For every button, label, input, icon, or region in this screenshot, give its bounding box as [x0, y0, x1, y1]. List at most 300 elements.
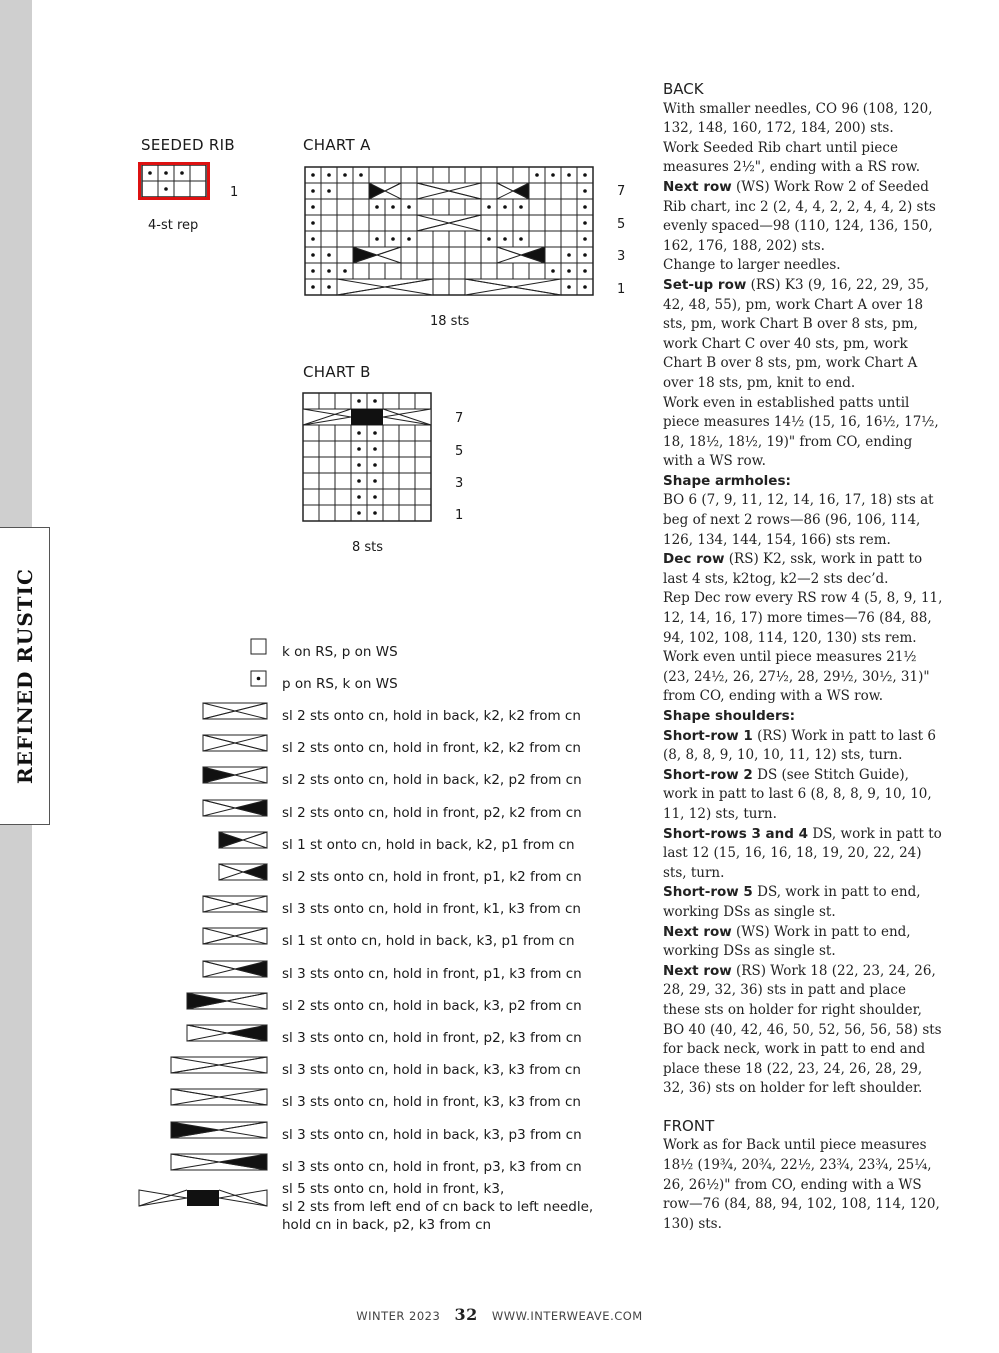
- purl-dot-square-icon: [250, 670, 268, 688]
- back-paragraph: [663, 472, 943, 492]
- knit-cell: [399, 457, 415, 473]
- back-paragraph: Short-row 1 (RS) Work in patt to last 6 (8, 8, 8, 9, 10, 10, 11, 12) sts, turn.: [663, 727, 936, 764]
- purl-dot: [487, 237, 491, 241]
- knit-cell: [319, 457, 335, 473]
- knit-cell: [415, 489, 431, 505]
- stitch-key-text: sl 2 sts onto cn, hold in front, k2, k2 from cn: [282, 740, 581, 756]
- cable-2-2-lpc-icon: [202, 799, 268, 817]
- knit-cell: [190, 181, 206, 197]
- chart-a-title: CHART A: [303, 136, 371, 154]
- knit-cell: [545, 199, 561, 215]
- knit-cell: [529, 199, 545, 215]
- cable-3-3-lc: [465, 279, 561, 295]
- back-paragraph: Rep Dec row every RS row 4 (5, 8, 9, 11, 12, 14, 16, 17) more times—76 (84, 88, 94, 102, 108, 114, 120, 130) sts rem.: [663, 590, 943, 646]
- purl-dot: [311, 205, 315, 209]
- back-paragraph: Work even until piece measures 21½ (23, 24½, 26, 27½, 28, 29½, 30½, 31)" from CO, ending with a WS row.: [663, 649, 930, 705]
- purl-dot: [343, 269, 347, 273]
- knit-cell: [319, 393, 335, 409]
- stitch-key-row: [136, 668, 596, 698]
- purl-dot: [357, 447, 361, 451]
- purl-dot: [567, 253, 571, 257]
- instruction-step-label: Set-up row: [663, 276, 747, 293]
- cable-8-st-icon: [138, 1189, 268, 1207]
- knit-cell: [449, 199, 465, 215]
- purl-dot: [311, 221, 315, 225]
- knit-cell: [399, 441, 415, 457]
- knit-cell: [399, 505, 415, 521]
- purl-dot: [375, 205, 379, 209]
- knit-cell: [399, 473, 415, 489]
- knit-cell: [337, 247, 353, 263]
- purl-dot: [373, 495, 377, 499]
- knit-cell: [401, 183, 417, 199]
- issue-label: WINTER 2023: [356, 1309, 441, 1323]
- purl-dot: [373, 511, 377, 515]
- page-number: 32: [454, 1305, 478, 1324]
- back-paragraph: Next row (WS) Work Row 2 of Seeded Rib chart, inc 2 (2, 4, 4, 2, 2, 4, 4, 2) sts evenly spaced—98 (110, 124, 136, 150, 162, 176, 188, 202) sts.: [663, 178, 936, 254]
- section-tab-label: REFINED RUSTIC: [12, 568, 37, 784]
- purl-dot: [535, 173, 539, 177]
- knit-cell: [337, 231, 353, 247]
- back-paragraph: Dec row (RS) K2, ssk, work in patt to last 4 sts, k2tog, k2—2 sts dec’d.: [663, 551, 923, 587]
- knit-cell: [415, 457, 431, 473]
- knit-cell: [383, 425, 399, 441]
- stitch-key-row: [136, 1022, 596, 1052]
- cable-3-1-rc-icon: [203, 928, 267, 944]
- stitch-key-row: [136, 732, 596, 762]
- chart-b: [302, 392, 432, 522]
- cable-3-3-lc-icon: [171, 1089, 267, 1105]
- knit-cell: [465, 199, 481, 215]
- stitch-key-text: sl 3 sts onto cn, hold in front, p3, k3 from cn: [282, 1159, 582, 1175]
- knit-cell: [369, 215, 385, 231]
- knit-cell: [321, 231, 337, 247]
- stitch-key-text: p on RS, k on WS: [282, 676, 398, 692]
- cable-3-3-rc-icon: [170, 1056, 268, 1074]
- cable-8-st: [303, 409, 431, 425]
- back-instructions: [663, 100, 943, 1099]
- knit-cell: [353, 215, 369, 231]
- knit-cell: [321, 215, 337, 231]
- purl-dot: [407, 237, 411, 241]
- stitch-key-row: [136, 861, 596, 891]
- knit-cell: [433, 263, 449, 279]
- knit-cell: [545, 215, 561, 231]
- cable-3-1-lc-icon: [202, 895, 268, 913]
- cable-2-2-lc-icon: [203, 735, 267, 751]
- back-heading: BACK: [663, 80, 704, 98]
- stitch-key-text: sl 3 sts onto cn, hold in front, p2, k3 from cn: [282, 1030, 582, 1046]
- stitch-key-row: [136, 1119, 596, 1149]
- purl-dot: [391, 237, 395, 241]
- chart-b-row-5: 5: [455, 444, 464, 459]
- instruction-step-label: Short-row 5: [663, 884, 753, 901]
- knit-cell: [529, 231, 545, 247]
- purl-dot: [407, 205, 411, 209]
- chart-b-row-7: 7: [455, 411, 464, 426]
- knit-cell: [383, 393, 399, 409]
- knit-cell: [497, 263, 513, 279]
- stitch-key-text: sl 3 sts onto cn, hold in back, k3, p3 from cn: [282, 1127, 582, 1143]
- cable-3-3-lpc-icon: [171, 1154, 267, 1170]
- knit-cell: [353, 231, 369, 247]
- cable-2-1-lpc-icon: [219, 864, 267, 880]
- knit-cell: [321, 199, 337, 215]
- purl-dot: [311, 285, 315, 289]
- stitch-key-text: sl 1 st onto cn, hold in back, k2, p1 from cn: [282, 837, 575, 853]
- cable-3-2-lpc-icon: [186, 1024, 268, 1042]
- knit-cell: [401, 247, 417, 263]
- stitch-key-text: sl 3 sts onto cn, hold in front, k3, k3 from cn: [282, 1094, 581, 1110]
- knit-cell: [529, 263, 545, 279]
- knit-cell: [417, 263, 433, 279]
- purl-dot: [567, 173, 571, 177]
- cable-3-3-rc: [337, 279, 433, 295]
- knit-cell: [383, 489, 399, 505]
- knit-cell: [465, 167, 481, 183]
- cable-3-2-rpc-icon: [186, 992, 268, 1010]
- knit-cell: [513, 167, 529, 183]
- instruction-step-label: Next row: [663, 962, 732, 979]
- instruction-step-label: Short-row 2: [663, 766, 753, 783]
- knit-cell: [481, 247, 497, 263]
- knit-cell: [433, 167, 449, 183]
- knit-cell: [385, 263, 401, 279]
- instruction-step-label: Short-row 1: [663, 727, 753, 744]
- back-paragraph: BO 6 (7, 9, 11, 12, 14, 16, 17, 18) sts at beg of next 2 rows—86 (96, 106, 114, 126, 134, 144, 154, 166) sts rem.: [663, 492, 934, 548]
- stitch-key-text-line: hold cn in back, p2, k3 from cn: [282, 1217, 492, 1233]
- knit-cell: [497, 215, 513, 231]
- instruction-step-label: Next row: [663, 923, 732, 940]
- stitch-key-row: [136, 764, 596, 794]
- knit-cell: [353, 199, 369, 215]
- purl-dot: [583, 237, 587, 241]
- knit-square-icon: [250, 638, 268, 656]
- knit-cell: [545, 231, 561, 247]
- stitch-key-text: sl 2 sts onto cn, hold in front, p2, k2 from cn: [282, 805, 582, 821]
- purl-dot: [567, 269, 571, 273]
- back-paragraph: Short-rows 3 and 4 DS, work in patt to last 12 (15, 16, 16, 18, 19, 20, 22, 24) sts, turn.: [663, 825, 942, 881]
- stitch-key-row: [136, 797, 596, 827]
- stitch-key-row: [136, 829, 596, 859]
- stitch-key-text: sl 2 sts onto cn, hold in back, k3, p2 from cn: [282, 998, 582, 1014]
- stitch-key-text-line: sl 2 sts from left end of cn back to left needle,: [282, 1199, 594, 1215]
- back-paragraph: Short-row 5 DS, work in patt to end, working DSs as single st.: [663, 884, 921, 920]
- purl-dot: [519, 237, 523, 241]
- cable-2-2-rc: [417, 215, 481, 231]
- purl-dot: [327, 189, 331, 193]
- stitch-key-text: sl 3 sts onto cn, hold in back, k3, k3 from cn: [282, 1062, 581, 1078]
- purl-dot: [373, 431, 377, 435]
- knit-cell: [337, 215, 353, 231]
- cable-3-3-lc-icon: [170, 1088, 268, 1106]
- knit-cell: [399, 425, 415, 441]
- knit-cell: [369, 167, 385, 183]
- stitch-key-text: [282, 1180, 593, 1234]
- knit-cell: [383, 473, 399, 489]
- knit-cell: [545, 247, 561, 263]
- cable-2-1-lpc: [497, 247, 545, 263]
- knit-cell: [415, 393, 431, 409]
- seeded-rib-chart: [138, 162, 210, 200]
- stitch-key-text: sl 2 sts onto cn, hold in front, p1, k2 from cn: [282, 869, 582, 885]
- chart-b-sts-label: 8 sts: [352, 540, 384, 555]
- stitch-key-row: [136, 1086, 596, 1116]
- knit-cell: [383, 457, 399, 473]
- purl-dot: [583, 189, 587, 193]
- cable-2-1-lpc-icon: [218, 863, 268, 881]
- knit-cell: [465, 263, 481, 279]
- knit-cell: [449, 279, 465, 295]
- cable-3-1-rc-icon: [202, 927, 268, 945]
- cable-2-1-rpc: [353, 247, 401, 263]
- purl-dot: [357, 399, 361, 403]
- purl-dot: [503, 205, 507, 209]
- knit-cell: [303, 473, 319, 489]
- chart-a-row-3: 3: [617, 249, 626, 264]
- cable-3-3-lpc-icon: [170, 1153, 268, 1171]
- purl-dot: [373, 463, 377, 467]
- knit-cell: [415, 473, 431, 489]
- instruction-step-label: Shape shoulders:: [663, 708, 796, 724]
- knit-cell: [433, 279, 449, 295]
- purl-dot: [357, 463, 361, 467]
- instruction-step-label: Dec row: [663, 551, 725, 568]
- purl-dot: [583, 285, 587, 289]
- purl-dot: [357, 495, 361, 499]
- chart-a-row-1: 1: [617, 282, 626, 297]
- chart-a-row-7: 7: [617, 184, 626, 199]
- knit-cell: [529, 183, 545, 199]
- knit-cell: [513, 263, 529, 279]
- knit-cell: [335, 441, 351, 457]
- page-footer: [0, 1305, 999, 1324]
- purl-dot: [583, 205, 587, 209]
- stitch-key-row: [136, 893, 596, 923]
- knit-cell: [190, 165, 206, 181]
- instruction-step-label: Shape armholes:: [663, 472, 791, 489]
- purl-dot: [311, 269, 315, 273]
- cable-3-2-rpc-icon: [187, 993, 267, 1009]
- stitch-key-text: sl 1 st onto cn, hold in back, k3, p1 from cn: [282, 933, 575, 949]
- knit-cell: [319, 425, 335, 441]
- back-paragraph: Next row (WS) Work in patt to end, working DSs as single st.: [663, 923, 911, 960]
- purl-dot: [519, 205, 523, 209]
- back-paragraph: Work even in established patts until piece measures 14½ (15, 16, 16½, 17½, 18, 18½, 18½, 19)" from CO, ending with a WS row.: [663, 394, 939, 470]
- cable-3-3-rpc-icon: [170, 1121, 268, 1139]
- cable-3-1-lc-icon: [203, 896, 267, 912]
- website-label: WWW.INTERWEAVE.COM: [491, 1309, 643, 1323]
- purl-dot: [311, 237, 315, 241]
- purl-dot: [180, 171, 184, 175]
- knit-cell: [481, 167, 497, 183]
- back-paragraph: With smaller needles, CO 96 (108, 120, 132, 148, 160, 172, 184, 200) sts.: [663, 100, 933, 137]
- seeded-rib-row-label: 1: [230, 185, 239, 200]
- knit-cell: [465, 247, 481, 263]
- purl-dot: [583, 269, 587, 273]
- front-paragraph: Work as for Back until piece measures 18½ (19¾, 20¾, 22½, 23¾, 23¾, 25¼, 26, 26½)" from CO, ending with a WS row—76 (84, 88, 94, 102, 108, 114, 120, 130) sts.: [663, 1137, 940, 1232]
- knit-cell: [415, 425, 431, 441]
- cable-3-1-lpc-icon: [203, 961, 267, 977]
- knit-cell: [417, 231, 433, 247]
- chart-b-row-1: 1: [455, 508, 464, 523]
- knit-cell: [401, 215, 417, 231]
- purl-dot: [164, 171, 168, 175]
- knit-cell: [561, 183, 577, 199]
- knit-cell: [335, 425, 351, 441]
- purl-dot: [487, 205, 491, 209]
- knit-cell: [319, 473, 335, 489]
- purl-dot: [357, 479, 361, 483]
- purl-dot: [357, 511, 361, 515]
- stitch-key-text: k on RS, p on WS: [282, 644, 398, 660]
- knit-cell: [481, 263, 497, 279]
- cable-3-3-rpc-icon: [171, 1122, 267, 1138]
- purl-dot: [343, 173, 347, 177]
- knit-cell: [335, 473, 351, 489]
- knit-cell: [433, 231, 449, 247]
- knit-cell: [529, 215, 545, 231]
- purl-dot: [567, 285, 571, 289]
- chart-b-title: CHART B: [303, 363, 371, 381]
- knit-cell: [561, 215, 577, 231]
- knit-cell: [174, 181, 190, 197]
- back-paragraph: Next row (RS) Work 18 (22, 23, 24, 26, 28, 29, 32, 36) sts in patt and place these sts on holder for right shoulder, BO 40 (40, 42, 46, 50, 52, 56, 56, 58) sts for back neck, work in patt to end and place these 18 (22, 23, 24, 26, 28, 29, 32, 36) sts on holder for left shoulder.: [663, 962, 942, 1097]
- front-instructions: [663, 1136, 943, 1234]
- stitch-key-text: sl 2 sts onto cn, hold in back, k2, k2 from cn: [282, 708, 581, 724]
- purl-dot: [373, 447, 377, 451]
- purl-dot: [373, 399, 377, 403]
- knit-cell: [497, 167, 513, 183]
- stitch-key-row: [136, 925, 596, 955]
- knit-cell: [417, 247, 433, 263]
- cable-2-1-rpc-icon: [218, 831, 268, 849]
- purl-dot: [327, 285, 331, 289]
- cable-2-2-rc-icon: [203, 703, 267, 719]
- knit-cell: [303, 489, 319, 505]
- stitch-key-row: [136, 1054, 596, 1084]
- purl-dot: [583, 173, 587, 177]
- knit-cell: [303, 393, 319, 409]
- knit-cell: [415, 441, 431, 457]
- instruction-step-label: Short-rows 3 and 4: [663, 825, 809, 842]
- knit-cell: [417, 199, 433, 215]
- cable-2-2-lc: [417, 183, 481, 199]
- stitch-key-row: [136, 700, 596, 730]
- knit-cell: [417, 167, 433, 183]
- knit-cell: [465, 231, 481, 247]
- knit-cell: [337, 183, 353, 199]
- knit-cell: [385, 167, 401, 183]
- purl-dot: [164, 187, 168, 191]
- knit-cell: [561, 231, 577, 247]
- purl-dot: [311, 253, 315, 257]
- knit-cell: [303, 441, 319, 457]
- stitch-key-row: [136, 958, 596, 988]
- knit-cell: [449, 231, 465, 247]
- knit-cell: [545, 183, 561, 199]
- purl-dot: [583, 253, 587, 257]
- knit-cell: [335, 393, 351, 409]
- knit-cell: [561, 199, 577, 215]
- stitch-key-row: [136, 1151, 596, 1181]
- stitch-key-text: sl 3 sts onto cn, hold in front, p1, k3 from cn: [282, 966, 582, 982]
- knit-cell: [369, 263, 385, 279]
- cable-2-2-lpc-icon: [203, 800, 267, 816]
- purl-dot: [327, 253, 331, 257]
- knit-cell: [337, 199, 353, 215]
- knit-cell: [401, 263, 417, 279]
- knit-cell: [513, 215, 529, 231]
- cable-2-2-lc-icon: [202, 734, 268, 752]
- purl-dot: [503, 237, 507, 241]
- knit-cell: [433, 199, 449, 215]
- purl-dot: [148, 171, 152, 175]
- stitch-key-row: [136, 990, 596, 1020]
- knit-cell: [335, 505, 351, 521]
- chart-b-row-3: 3: [455, 476, 464, 491]
- stitch-key-text: sl 2 sts onto cn, hold in back, k2, p2 from cn: [282, 772, 582, 788]
- knit-cell: [319, 505, 335, 521]
- knit-cell: [335, 489, 351, 505]
- cable-3-1-lpc-icon: [202, 960, 268, 978]
- back-paragraph: Set-up row (RS) K3 (9, 16, 22, 29, 35, 42, 48, 55), pm, work Chart A over 18 sts, pm, work Chart B over 8 sts, pm, work Chart C over 40 sts, pm, work Chart B over 8 sts, pm, work Chart A over 18 sts, pm, knit to end.: [663, 276, 930, 391]
- back-paragraph: Work Seeded Rib chart until piece measures 2½", ending with a RS row.: [663, 139, 921, 176]
- knit-cell: [415, 505, 431, 521]
- knit-cell: [401, 167, 417, 183]
- purl-dot: [551, 173, 555, 177]
- knit-cell: [303, 505, 319, 521]
- knit-cell: [433, 247, 449, 263]
- purl-dot: [327, 269, 331, 273]
- cable-2-1-lpc: [497, 183, 529, 199]
- knit-cell: [353, 183, 369, 199]
- chart-a: [303, 165, 595, 295]
- cable-3-2-lpc-icon: [187, 1025, 267, 1041]
- cable-2-1-rpc: [369, 183, 401, 199]
- cable-2-2-rpc-icon: [202, 766, 268, 784]
- back-paragraph: Change to larger needles.: [663, 257, 841, 274]
- knit-cell: [449, 247, 465, 263]
- knit-cell: [383, 505, 399, 521]
- knit-cell: [303, 457, 319, 473]
- pattern-instructions: [663, 80, 943, 1234]
- purl-dot: [357, 431, 361, 435]
- stitch-key-text-line: sl 5 sts onto cn, hold in front, k3,: [282, 1181, 505, 1197]
- purl-dot: [391, 205, 395, 209]
- purl-dot: [373, 479, 377, 483]
- purl-dot: [359, 173, 363, 177]
- knit-cell: [399, 393, 415, 409]
- knit-cell: [449, 167, 465, 183]
- purl-dot: [551, 269, 555, 273]
- purl-dot: [311, 189, 315, 193]
- cable-2-2-rc-icon: [202, 702, 268, 720]
- chart-a-row-5: 5: [617, 217, 626, 232]
- back-paragraph: Short-row 2 DS (see Stitch Guide), work in patt to last 6 (8, 8, 8, 9, 10, 10, 11, 12) sts, turn.: [663, 766, 932, 822]
- stitch-key-row: [136, 1179, 596, 1233]
- purl-dot: [583, 221, 587, 225]
- knit-cell: [449, 263, 465, 279]
- cable-2-2-rpc-icon: [203, 767, 267, 783]
- seeded-rib-title: SEEDED RIB: [141, 136, 235, 154]
- purl-dot: [375, 237, 379, 241]
- chart-a-sts-label: 18 sts: [430, 314, 470, 329]
- knit-cell: [353, 263, 369, 279]
- knit-cell: [319, 441, 335, 457]
- section-tab: [0, 527, 50, 825]
- cable-2-1-rpc-icon: [219, 832, 267, 848]
